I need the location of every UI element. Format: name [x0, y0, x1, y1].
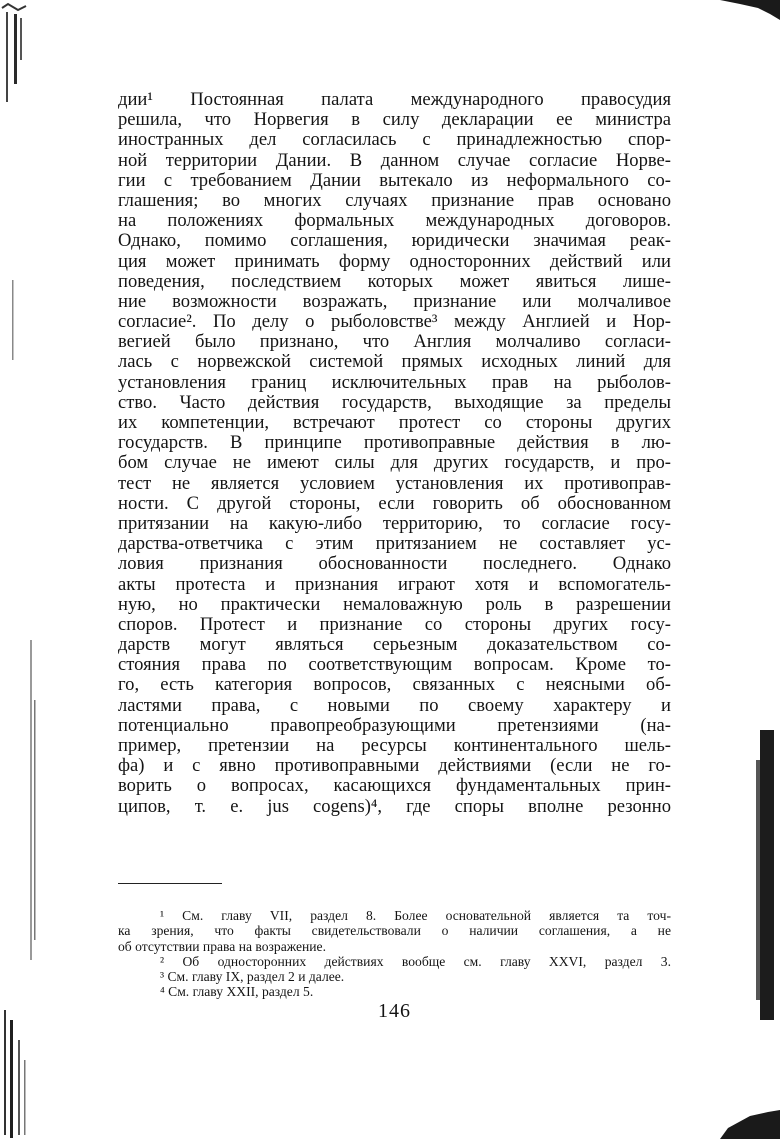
- body-line: споров. Протест и признание со стороны других госу-: [118, 614, 671, 635]
- footnote-line: ка зрения, что факты свидетельствовали о наличии соглашения, а не: [118, 923, 671, 939]
- book-page: [118, 90, 671, 1022]
- body-line: ловия признания обоснованности последнего. Однако: [118, 554, 671, 575]
- body-line: поведения, последствием которых может явиться лише-: [118, 271, 671, 292]
- body-line: их компетенции, встречают протест со стороны других: [118, 413, 671, 433]
- body-line: ной территории Дании. В данном случае согласие Норве-: [118, 150, 671, 171]
- footnote-divider: [118, 883, 222, 884]
- footnotes: [118, 908, 671, 1000]
- body-line: дарств могут являться серьезным доказательством со-: [118, 635, 671, 656]
- body-line: ство. Часто действия государств, выходящие за пределы: [118, 392, 671, 413]
- scan-edge-left: [0, 0, 42, 1139]
- body-line: ности. С другой стороны, если говорить об обоснованном: [118, 493, 671, 514]
- body-line: гии с требованием Дании вытекало из неформального со-: [118, 170, 671, 191]
- body-line: на положениях формальных международных договоров.: [118, 211, 671, 232]
- body-line: притязании на какую-либо территорию, то согласие госу-: [118, 513, 671, 534]
- body-line: ластями права, с новыми по своему характеру и: [118, 695, 671, 716]
- body-line: ние возможности возражать, признание или молчаливое: [118, 291, 671, 312]
- body-line: бом случае не имеют силы для других государств, и про-: [118, 453, 671, 474]
- body-line: ция может принимать форму односторонних действий или: [118, 251, 671, 272]
- body-line: ную, но практически немаловажную роль в разрешении: [118, 594, 671, 615]
- body-line: дарства-ответчика с этим притязанием не составляет ус-: [118, 534, 671, 555]
- body-line: вегией было признано, что Англия молчаливо согласи-: [118, 332, 671, 353]
- body-line: решила, что Норвегия в силу декларации ее министра: [118, 110, 671, 131]
- body-line: пример, претензии на ресурсы континентального шель-: [118, 736, 671, 756]
- footnote-line: об отсутствии права на возражение.: [118, 938, 326, 954]
- body-line: потенциально правопреобразующими претензиями (на-: [118, 715, 671, 736]
- body-line: тест не является условием установления их противоправ-: [118, 473, 671, 494]
- footnote-line: ² Об односторонних действиях вообще см. главу XXVI, раздел 3.: [160, 953, 671, 969]
- footnote-line: ³ См. главу IX, раздел 2 и далее.: [160, 969, 345, 985]
- body-line: установления границ исключительных прав на рыболов-: [118, 372, 671, 393]
- page-number: 146: [378, 1000, 411, 1022]
- scan-edge-right: [720, 0, 780, 1139]
- footnote-line: ⁴ См. главу XXII, раздел 5.: [160, 984, 314, 1000]
- body-line: Однако, помимо соглашения, юридически значимая реак-: [118, 231, 671, 252]
- body-line: акты протеста и признания играют хотя и вспомогатель-: [118, 574, 671, 595]
- body-line: дии¹ Постоянная палата международного правосудия: [118, 90, 671, 110]
- body-line: государств. В принципе противоправные действия в лю-: [118, 433, 671, 454]
- body-line: глашения; во многих случаях признание прав основано: [118, 190, 671, 211]
- body-text: [118, 90, 671, 817]
- body-line: го, есть категория вопросов, связанных с неясными об-: [118, 675, 671, 696]
- body-line: согласие². По делу о рыболовстве³ между Англией и Нор-: [118, 312, 671, 333]
- body-line: ципов, т. е. jus cogens)⁴, где споры вполне резонно: [118, 796, 671, 817]
- body-line: фа) и с явно противоправными действиями (если не го-: [118, 756, 671, 777]
- body-line: лась с норвежской системой прямых исходных линий для: [118, 352, 671, 373]
- body-line: стояния права по соответствующим вопросам. Кроме то-: [118, 655, 671, 676]
- footnote-line: ¹ См. главу VII, раздел 8. Более основательной является та точ-: [160, 908, 671, 923]
- body-line: ворить о вопросах, касающихся фундаментальных прин-: [118, 776, 671, 797]
- body-line: иностранных дел согласилась с принадлежностью спор-: [118, 130, 671, 151]
